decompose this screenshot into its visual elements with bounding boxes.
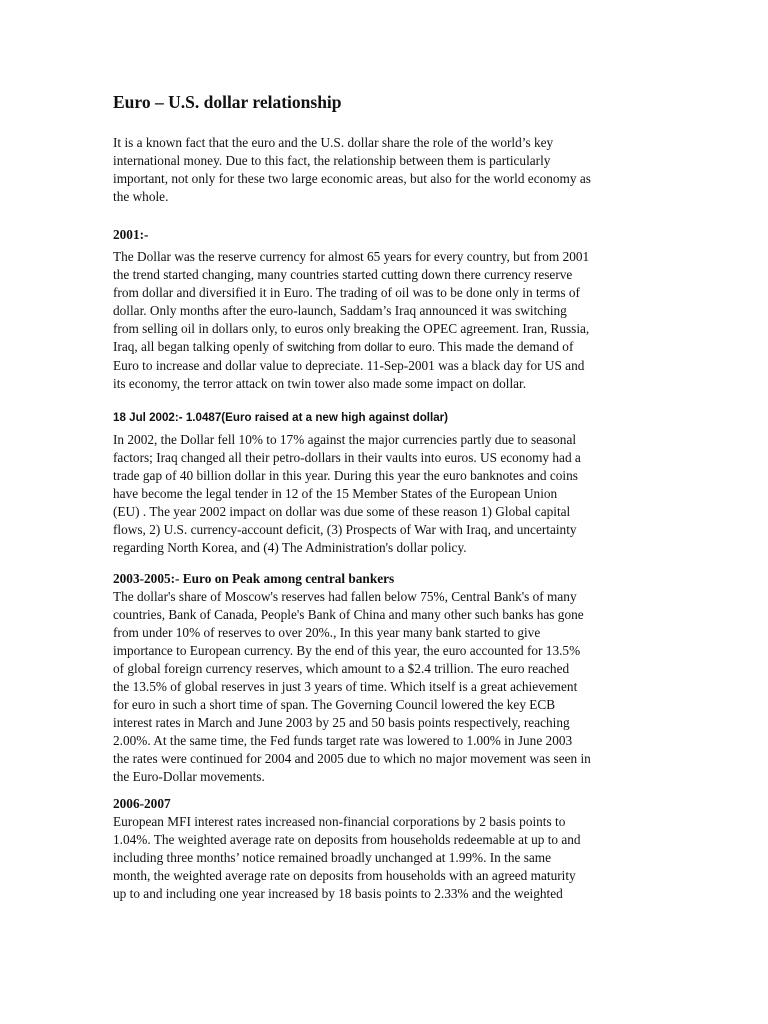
text-segment: This made the demand of — [435, 339, 574, 354]
text-line: its economy, the terror attack on twin tower also made some impact on dollar. — [113, 376, 527, 391]
text-line: factors; Iraq changed all their petro-dollars in their vaults into euros. US economy had a — [113, 450, 581, 465]
document-title: Euro – U.S. dollar relationship — [113, 92, 342, 112]
section-heading-2003-2005: 2003-2005:- Euro on Peak among central bankers — [113, 571, 395, 586]
text-line: (EU) . The year 2002 impact on dollar was due some of these reason 1) Global capital — [113, 504, 571, 519]
section-2003-2005-paragraph — [113, 588, 673, 786]
text-line: for euro in such a short time of span. The Governing Council lowered the key ECB — [113, 697, 556, 712]
text-line: the trend started changing, many countries started cutting down there currency reserve — [113, 267, 573, 282]
text-line: regarding North Korea, and (4) The Administration's dollar policy. — [113, 540, 467, 555]
text-line: the 13.5% of global reserves in just 3 years of time. Which itself is a great achievement — [113, 679, 578, 694]
text-line: from selling oil in dollars only, to euros only breaking the OPEC agreement. Iran, Russia, — [113, 321, 590, 336]
text-line: including three months’ notice remained broadly unchanged at 1.99%. In the same — [113, 850, 552, 865]
text-line: trade gap of 40 billion dollar in this year. During this year the euro banknotes and coins — [113, 468, 578, 483]
text-line: the Euro-Dollar movements. — [113, 769, 265, 784]
intro-paragraph — [113, 134, 673, 206]
text-line: dollar. Only months after the euro-launch, Saddam’s Iraq announced it was switching — [113, 303, 567, 318]
section-heading-2001: 2001:- — [113, 227, 149, 242]
text-line: It is a known fact that the euro and the U.S. dollar share the role of the world’s key — [113, 135, 554, 150]
text-line: interest rates in March and June 2003 by 25 and 50 basis points respectively, reaching — [113, 715, 570, 730]
text-line: the whole. — [113, 189, 169, 204]
text-line: flows, 2) U.S. currency-account deficit, (3) Prospects of War with Iraq, and uncertainty — [113, 522, 577, 537]
text-line: up to and including one year increased by 18 basis points to 2.33% and the weighted — [113, 886, 563, 901]
text-line: 1.04%. The weighted average rate on deposits from households redeemable at up to and — [113, 832, 581, 847]
small-sans-text: switching from dollar to euro. — [286, 341, 436, 354]
text-line: the rates were continued for 2004 and 2005 due to which no major movement was seen in — [113, 751, 591, 766]
text-line: The dollar's share of Moscow's reserves had fallen below 75%, Central Bank's of many — [113, 589, 577, 604]
section-2006-2007-paragraph — [113, 813, 673, 903]
text-line: In 2002, the Dollar fell 10% to 17% against the major currencies partly due to seasonal — [113, 432, 577, 447]
text-line: countries, Bank of Canada, People's Bank of China and many other such banks has gone — [113, 607, 584, 622]
text-line: international money. Due to this fact, the relationship between them is particularly — [113, 153, 551, 168]
text-line: month, the weighted average rate on deposits from households with an agreed maturity — [113, 868, 576, 883]
text-line: Euro to increase and dollar value to depreciate. 11-Sep-2001 was a black day for US and — [113, 358, 585, 373]
text-line: important, not only for these two large economic areas, but also for the world economy as — [113, 171, 591, 186]
section-2001-paragraph — [113, 248, 673, 393]
text-line: of global foreign currency reserves, which amount to a $2.4 trillion. The euro reached — [113, 661, 570, 676]
text-line: importance to European currency. By the end of this year, the euro accounted for 13.5% — [113, 643, 581, 658]
section-heading-2006-2007: 2006-2007 — [113, 796, 171, 811]
text-line: from dollar and diversified it in Euro. The trading of oil was to be done only in terms of — [113, 285, 580, 300]
section-2002-paragraph — [113, 431, 673, 557]
text-line: 2.00%. At the same time, the Fed funds target rate was lowered to 1.00% in June 2003 — [113, 733, 573, 748]
section-heading-2002: 18 Jul 2002:- 1.0487(Euro raised at a new high against dollar) — [113, 411, 449, 424]
text-line — [113, 338, 673, 357]
text-line: European MFI interest rates increased non-financial corporations by 2 basis points to — [113, 814, 566, 829]
text-line: from under 10% of reserves to over 20%., In this year many bank started to give — [113, 625, 541, 640]
text-line: The Dollar was the reserve currency for almost 65 years for every country, but from 2001 — [113, 249, 590, 264]
text-segment: Iraq, all began talking openly of — [113, 339, 287, 354]
text-line: have become the legal tender in 12 of the 15 Member States of the European Union — [113, 486, 558, 501]
